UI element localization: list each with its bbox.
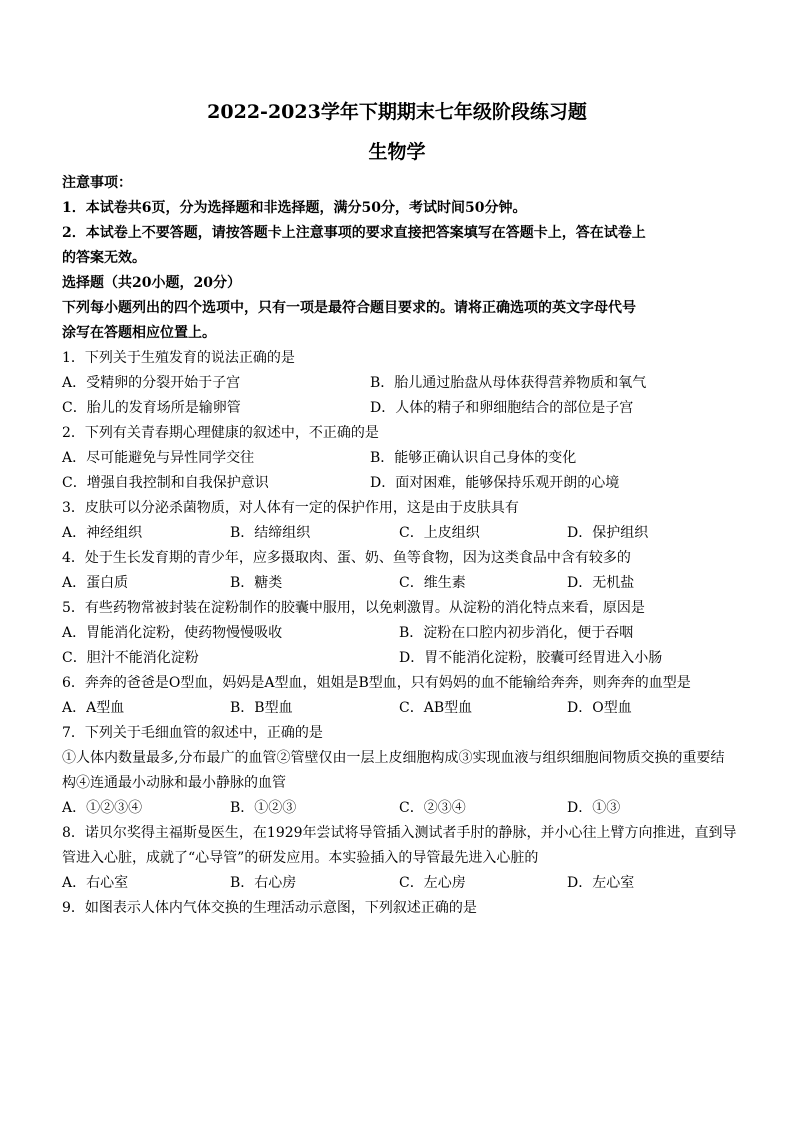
section-instruction-line-2: 涂写在答题相应位置上。 <box>62 325 216 341</box>
option-d[interactable]: D．人体的精子和卵细胞结合的部位是子宫 <box>370 400 634 416</box>
option-d[interactable]: D．①③ <box>567 800 621 816</box>
option-a[interactable]: A．受精卵的分裂开始于子宫 <box>62 375 241 391</box>
question-stem: 1．下列关于生殖发育的说法正确的是 <box>62 350 295 366</box>
question-stem-line-2: 管进入心脏，成就了“心导管”的研发应用。本实验插入的导管最先进入心脏的 <box>62 850 539 866</box>
subject-title: 生物学 <box>368 141 426 163</box>
option-c[interactable]: C．上皮组织 <box>399 525 480 541</box>
option-b[interactable]: B．B型血 <box>230 700 293 716</box>
option-a[interactable]: A．神经组织 <box>62 525 143 541</box>
option-b[interactable]: B．胎儿通过胎盘从母体获得营养物质和氧气 <box>370 375 647 391</box>
option-c[interactable]: C．维生素 <box>399 575 466 591</box>
option-a[interactable]: A．①②③④ <box>62 800 143 816</box>
notice-item-1: 1．本试卷共6页，分为选择题和非选择题，满分50分，考试时间50分钟。 <box>62 200 527 216</box>
section-instruction-line-1: 下列每小题列出的四个选项中，只有一项是最符合题目要求的。请将正确选项的英文字母代号 <box>62 300 636 316</box>
option-b[interactable]: B．结缔组织 <box>230 525 311 541</box>
option-b[interactable]: B．能够正确认识自己身体的变化 <box>370 450 577 466</box>
option-c[interactable]: C．左心房 <box>399 875 466 891</box>
question-stem: 7．下列关于毛细血管的叙述中，正确的是 <box>62 725 323 741</box>
notice-item-2-line-1: 2．本试卷上不要答题，请按答题卡上注意事项的要求直接把答案填写在答题卡上，答在试卷上 <box>62 225 646 241</box>
option-d[interactable]: D．O型血 <box>567 700 632 716</box>
option-a[interactable]: A．A型血 <box>62 700 125 716</box>
section-heading: 选择题（共20小题，20分） <box>62 275 241 291</box>
option-d[interactable]: D．面对困难，能够保持乐观开朗的心境 <box>370 475 620 491</box>
option-a[interactable]: A．蛋白质 <box>62 575 129 591</box>
option-a[interactable]: A．尽可能避免与异性同学交往 <box>62 450 255 466</box>
exam-title: 2022-2023学年下期期末七年级阶段练习题 <box>207 101 587 123</box>
option-c[interactable]: C．②③④ <box>399 800 466 816</box>
option-a[interactable]: A．胃能消化淀粉，使药物慢慢吸收 <box>62 625 283 641</box>
question-stem: 6．奔奔的爸爸是O型血，妈妈是A型血，姐姐是B型血，只有妈妈的血不能输给奔奔，则奔奔的血型是 <box>62 675 691 691</box>
option-c[interactable]: C．AB型血 <box>399 700 473 716</box>
option-d[interactable]: D．无机盐 <box>567 575 635 591</box>
notice-item-2-line-2: 的答案无效。 <box>62 250 146 266</box>
question-stem: 8．诺贝尔奖得主福斯曼医生，在1929年尝试将导管插入测试者手肘的静脉，并小心往上臂方向推进，直到导 <box>62 825 737 841</box>
option-b[interactable]: B．糖类 <box>230 575 283 591</box>
option-d[interactable]: D．胃不能消化淀粉，胶囊可经胃进入小肠 <box>399 650 663 666</box>
option-d[interactable]: D．左心室 <box>567 875 635 891</box>
option-c[interactable]: C．增强自我控制和自我保护意识 <box>62 475 269 491</box>
question-statements-line-2: 构④连通最小动脉和最小静脉的血管 <box>62 775 286 791</box>
question-stem: 5．有些药物常被封装在淀粉制作的胶囊中服用，以免刺激胃。从淀粉的消化特点来看，原因是 <box>62 600 645 616</box>
question-stem: 9．如图表示人体内气体交换的生理活动示意图，下列叙述正确的是 <box>62 900 477 916</box>
question-stem: 2．下列有关青春期心理健康的叙述中，不正确的是 <box>62 425 379 441</box>
option-b[interactable]: B．右心房 <box>230 875 297 891</box>
option-d[interactable]: D．保护组织 <box>567 525 649 541</box>
option-c[interactable]: C．胎儿的发育场所是输卵管 <box>62 400 241 416</box>
option-b[interactable]: B．①②③ <box>230 800 297 816</box>
option-b[interactable]: B．淀粉在口腔内初步消化，便于吞咽 <box>399 625 634 641</box>
question-statements-line-1: ①人体内数量最多,分布最广的血管②管壁仅由一层上皮细胞构成③实现血液与组织细胞间物质交换的重要结 <box>62 750 725 766</box>
question-stem: 4．处于生长发育期的青少年，应多摄取肉、蛋、奶、鱼等食物，因为这类食品中含有较多的 <box>62 550 631 566</box>
notice-heading: 注意事项： <box>62 175 132 191</box>
option-a[interactable]: A．右心室 <box>62 875 129 891</box>
question-stem: 3．皮肤可以分泌杀菌物质，对人体有一定的保护作用，这是由于皮肤具有 <box>62 500 519 516</box>
option-c[interactable]: C．胆汁不能消化淀粉 <box>62 650 199 666</box>
